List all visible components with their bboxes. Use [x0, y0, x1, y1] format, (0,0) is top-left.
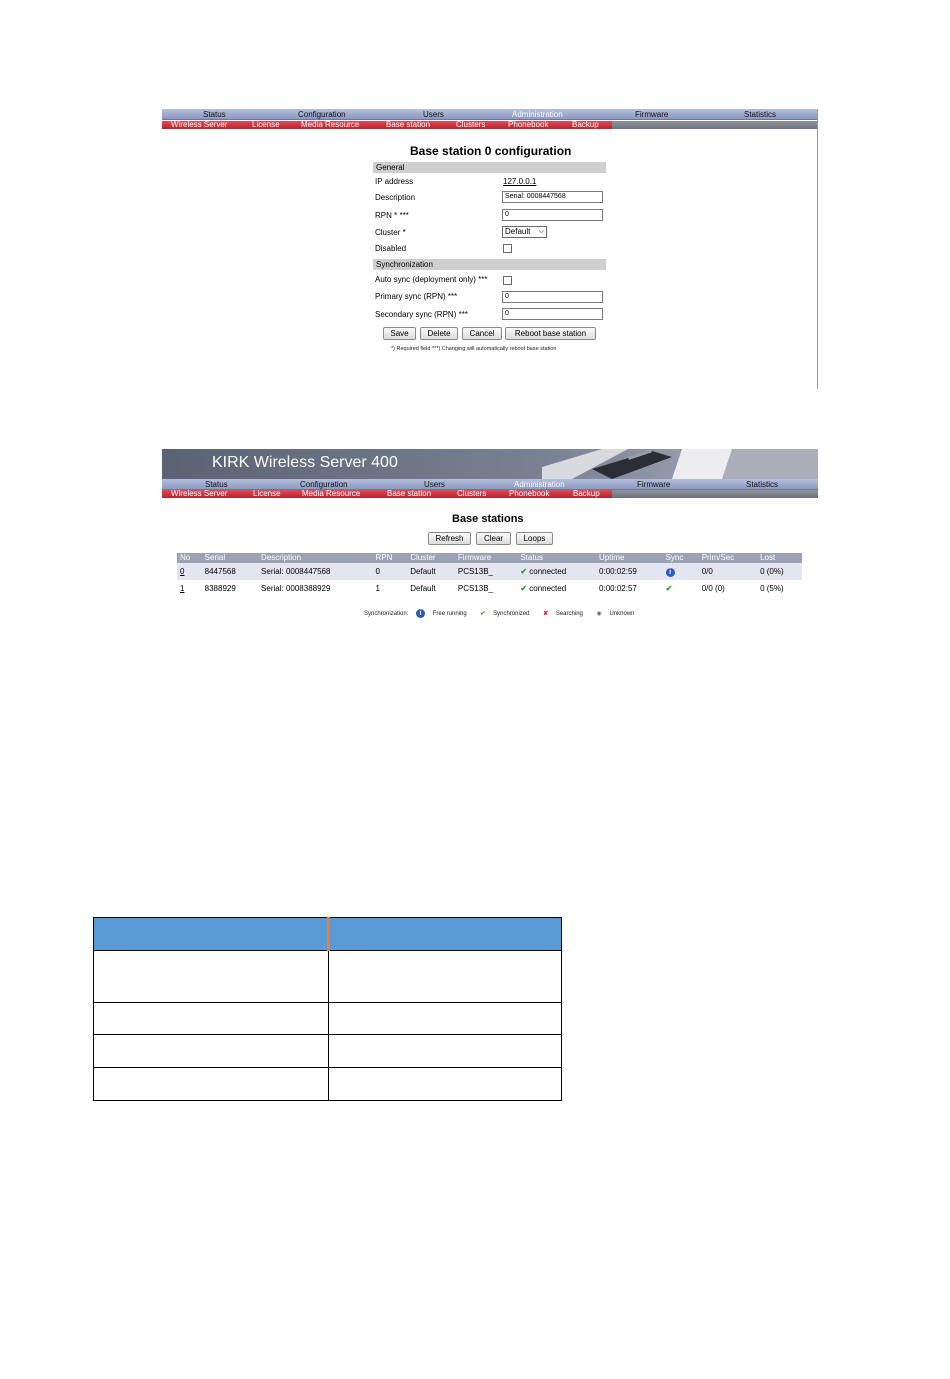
check-icon: ✔ [520, 584, 528, 593]
legend-label: Synchronization: [364, 611, 409, 617]
firmware-cell: PCS13B_ [455, 563, 517, 580]
subnav-license[interactable]: License [253, 489, 281, 498]
info-icon: i [416, 609, 425, 618]
primary-sync-label: Primary sync (RPN) *** [375, 292, 458, 301]
nav-status[interactable]: Status [205, 480, 228, 489]
col-header[interactable]: Uptime [596, 553, 663, 563]
handset-image [532, 449, 818, 479]
page-title-base-stations: Base stations [452, 513, 524, 525]
col-header[interactable]: Status [517, 553, 596, 563]
empty-cell [329, 1035, 562, 1068]
subnav-media-resource[interactable]: Media Resource [302, 489, 361, 498]
empty-table-row [94, 1068, 562, 1101]
empty-table-row [94, 951, 562, 1003]
legend-synchronized [480, 611, 535, 617]
cluster-label: Cluster * [375, 228, 406, 237]
col-header[interactable]: Cluster [407, 553, 455, 563]
page-title: Base station 0 configuration [410, 144, 572, 158]
nav-configuration[interactable]: Configuration [300, 480, 348, 489]
subnav-phonebook[interactable]: Phonebook [508, 120, 549, 129]
serial-cell: 8388929 [202, 580, 258, 597]
subnav-backup[interactable]: Backup [572, 120, 599, 129]
sync-legend [364, 609, 646, 619]
nav-statistics[interactable]: Statistics [744, 110, 777, 119]
check-icon: ✔ [520, 567, 528, 576]
description-cell: Serial: 0008388929 [258, 580, 372, 597]
clear-button[interactable]: Clear [476, 532, 511, 545]
description-cell: Serial: 0008447568 [258, 563, 372, 580]
empty-table-header [94, 918, 562, 951]
status-cell [517, 580, 596, 597]
refresh-button[interactable]: Refresh [428, 532, 471, 545]
empty-cell [94, 1035, 329, 1068]
status-text: connected [529, 567, 567, 576]
empty-table-row [94, 1035, 562, 1068]
chevron-down-icon: ⌵ [538, 228, 544, 235]
disabled-checkbox[interactable] [503, 244, 512, 253]
sync-cell [663, 563, 699, 580]
prim-sec-cell: 0/0 [699, 563, 757, 580]
legend-searching [543, 611, 589, 617]
subnav-wireless-server[interactable]: Wireless Server [171, 120, 228, 129]
nav-users[interactable]: Users [424, 480, 445, 489]
col-header[interactable]: Serial [202, 553, 258, 563]
ip-address-label: IP address [375, 177, 414, 186]
sync-cell [663, 580, 699, 597]
table-header-row [177, 553, 802, 563]
cluster-select[interactable] [502, 226, 547, 238]
empty-cell [94, 1003, 329, 1035]
base-stations-table [177, 553, 802, 597]
app-title: KIRK Wireless Server 400 [212, 454, 398, 471]
subnav-clusters[interactable]: Clusters [457, 489, 487, 498]
check-icon: ✔ [480, 611, 486, 617]
subnav-base-station[interactable]: Base station [386, 120, 431, 129]
subnav-media-resource[interactable]: Media Resource [301, 120, 360, 129]
nav-administration[interactable]: Administration [512, 110, 563, 119]
col-header[interactable]: Lost [757, 553, 802, 563]
status-cell [517, 563, 596, 580]
empty-header-cell [94, 918, 329, 951]
check-icon: ✔ [665, 584, 673, 593]
empty-header-cell [329, 918, 562, 951]
unknown-icon: ◉ [596, 611, 602, 617]
loops-button[interactable]: Loops [516, 532, 553, 545]
secondary-sync-input[interactable]: 0 [502, 308, 603, 320]
section-general: General [373, 162, 606, 173]
col-header[interactable]: Firmware [455, 553, 517, 563]
auto-sync-checkbox[interactable] [503, 276, 512, 285]
lost-cell: 0 (5%) [757, 580, 802, 597]
col-header[interactable]: Prim/Sec [699, 553, 757, 563]
status-text: connected [529, 584, 567, 593]
cluster-cell: Default [407, 563, 455, 580]
empty-cell [94, 1068, 329, 1101]
subnav-base-station[interactable]: Base station [387, 489, 432, 498]
rpn-label: RPN * *** [375, 211, 409, 220]
col-header[interactable]: Description [258, 553, 372, 563]
admin-sub-nav-2 [162, 490, 818, 498]
subnav-license[interactable]: License [252, 120, 280, 129]
disabled-label: Disabled [375, 244, 407, 253]
cluster-cell: Default [407, 580, 455, 597]
app-banner [162, 449, 818, 479]
table-row [177, 580, 802, 597]
save-button[interactable]: Save [383, 327, 416, 340]
legend-free-running-text: Free running [432, 611, 467, 617]
admin-sub-nav [162, 121, 818, 129]
cross-icon: ✘ [543, 611, 549, 617]
legend-synchronized-text: Synchronized [493, 611, 530, 617]
nav-firmware[interactable]: Firmware [637, 480, 671, 489]
table-row [177, 563, 802, 580]
primary-sync-input[interactable]: 0 [502, 291, 603, 303]
legend-unknown [597, 611, 641, 617]
frame-edge [817, 109, 818, 389]
uptime-cell: 0:00:02:59 [596, 563, 663, 580]
nav-statistics[interactable]: Statistics [746, 480, 779, 489]
empty-cell [329, 951, 562, 1003]
description-input[interactable]: Serial: 0008447568 [502, 191, 603, 203]
serial-cell: 8447568 [202, 563, 258, 580]
nav-status[interactable]: Status [203, 110, 226, 119]
delete-button[interactable]: Delete [420, 327, 458, 340]
rpn-cell: 0 [373, 563, 408, 580]
legend-free-running [416, 611, 473, 617]
prim-sec-cell: 0/0 (0) [699, 580, 757, 597]
nav-firmware[interactable]: Firmware [635, 110, 669, 119]
legend-unknown-text: Unknown [609, 611, 635, 617]
empty-cell [94, 951, 329, 1003]
cancel-button[interactable]: Cancel [462, 327, 502, 340]
rpn-input[interactable]: 0 [502, 209, 603, 221]
subnav-phonebook[interactable]: Phonebook [509, 489, 550, 498]
reboot-base-station-button[interactable]: Reboot base station [505, 327, 596, 340]
section-synchronization: Synchronization [373, 259, 606, 270]
station-no-link[interactable]: 0 [177, 563, 202, 580]
col-header[interactable]: No [177, 553, 202, 563]
subnav-backup[interactable]: Backup [573, 489, 600, 498]
empty-cell [329, 1003, 562, 1035]
cluster-select-value: Default [505, 227, 531, 236]
top-nav-bar [162, 109, 818, 120]
base-station-config-screenshot [0, 0, 950, 400]
subnav-clusters[interactable]: Clusters [456, 120, 486, 129]
firmware-cell: PCS13B_ [455, 580, 517, 597]
nav-administration[interactable]: Administration [514, 480, 565, 489]
uptime-cell: 0:00:02:57 [596, 580, 663, 597]
empty-table-row [94, 1003, 562, 1035]
info-icon: i [666, 568, 675, 577]
ip-address-link[interactable]: 127.0.0.1 [503, 177, 537, 186]
secondary-sync-label: Secondary sync (RPN) *** [375, 310, 468, 319]
rpn-cell: 1 [373, 580, 408, 597]
legend-searching-text: Searching [555, 611, 583, 617]
station-no-link[interactable]: 1 [177, 580, 202, 597]
subnav-wireless-server[interactable]: Wireless Server [171, 489, 228, 498]
col-header[interactable]: Sync [663, 553, 699, 563]
lost-cell: 0 (0%) [757, 563, 802, 580]
nav-users[interactable]: Users [423, 110, 444, 119]
col-header[interactable]: RPN [373, 553, 408, 563]
footnote: *) Required field ***) Changing will automatically reboot base station [391, 346, 557, 352]
auto-sync-label: Auto sync (deployment only) *** [375, 275, 488, 284]
nav-configuration[interactable]: Configuration [298, 110, 346, 119]
description-label: Description [375, 193, 416, 202]
empty-table [93, 917, 562, 1101]
empty-cell [329, 1068, 562, 1101]
